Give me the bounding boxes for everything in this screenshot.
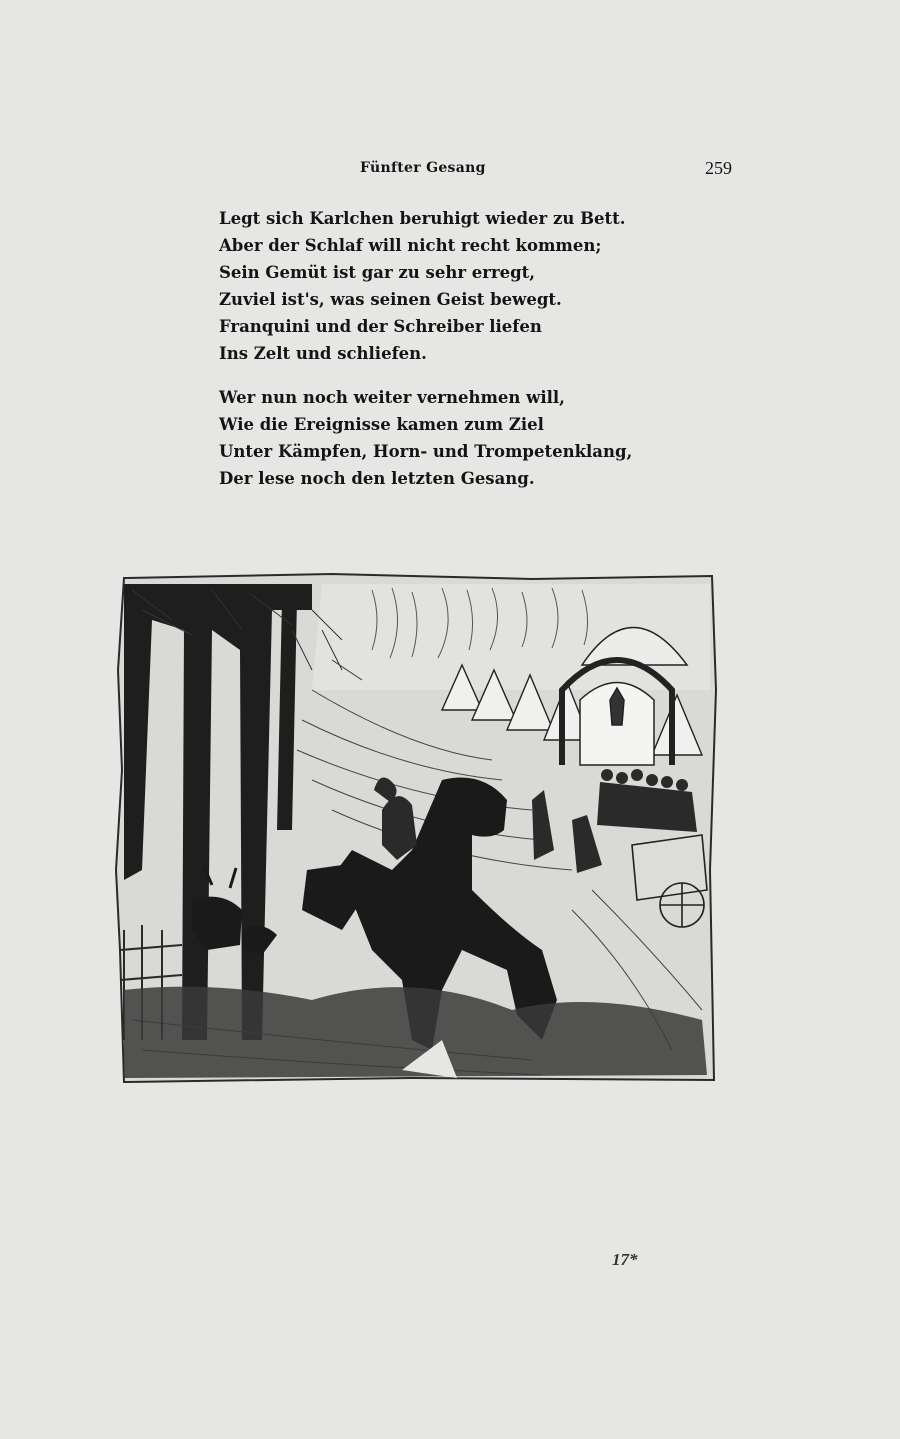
stanza-2 — [219, 384, 632, 492]
stanza-1 — [219, 205, 626, 367]
battle-camp-illustration — [112, 570, 722, 1095]
verse-line: Aber der Schlaf will nicht recht kommen; — [219, 236, 602, 255]
page-number: 259 — [705, 158, 732, 178]
verse-line: Der lese noch den letzten Gesang. — [219, 469, 535, 488]
verse-line: Wie die Ereignisse kamen zum Ziel — [219, 415, 544, 434]
engraving-image — [112, 570, 722, 1095]
running-head — [0, 160, 900, 184]
chapter-title: Fünfter Gesang — [360, 160, 486, 176]
verse-line: Unter Kämpfen, Horn- und Trompetenklang, — [219, 442, 633, 461]
verse-line: Zuviel ist's, was seinen Geist bewegt. — [219, 290, 562, 309]
signature-mark: 17* — [612, 1250, 638, 1269]
verse-line: Franquini und der Schreiber liefen — [219, 317, 542, 336]
verse-line: Legt sich Karlchen beruhigt wieder zu Bett. — [219, 209, 626, 228]
verse-line: Sein Gemüt ist gar zu sehr erregt, — [219, 263, 536, 282]
verse-line: Ins Zelt und schliefen. — [219, 344, 427, 363]
verse-line: Wer nun noch weiter vernehmen will, — [219, 388, 565, 407]
